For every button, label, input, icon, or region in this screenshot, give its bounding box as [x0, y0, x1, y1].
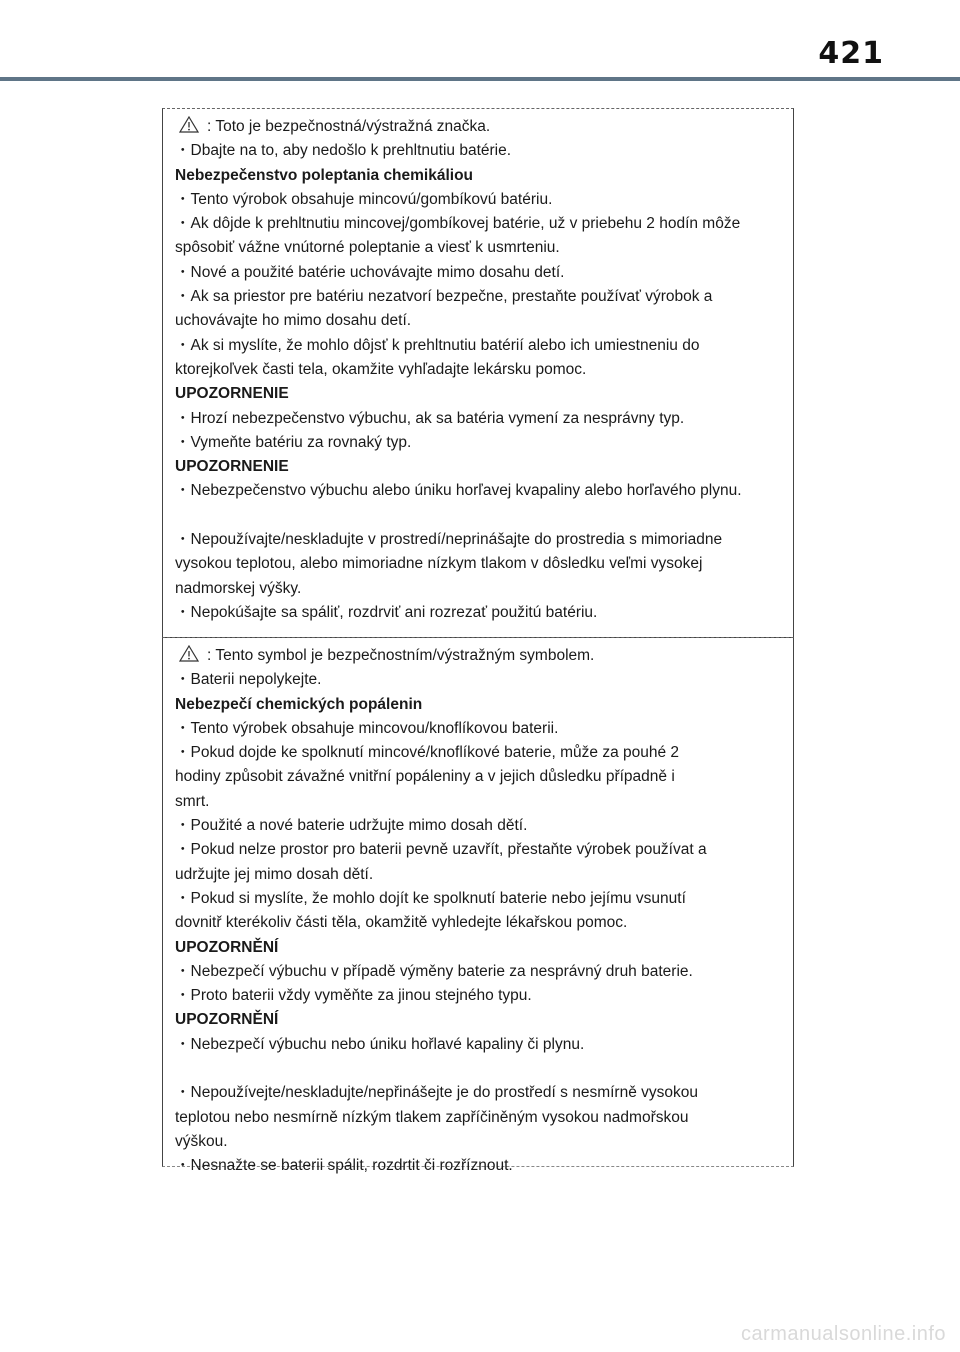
- section-heading: Nebezpečenstvo poleptania chemikáliou: [175, 166, 474, 184]
- text-line: ・Nové a použité batérie uchovávajte mimo dosahu detí.: [175, 263, 565, 281]
- text-line: hodiny způsobit závažné vnitřní popáleniny a v jejich důsledku případně i: [175, 768, 675, 786]
- text-line: ・Proto baterii vždy vyměňte za jinou stejného typu.: [175, 987, 532, 1005]
- text-line: teplotou nebo nesmírně nízkým tlakem zapříčiněným vysokou nadmořskou: [175, 1108, 689, 1126]
- czech-text-lines: [175, 668, 781, 1178]
- text-line: smrt.: [175, 792, 210, 810]
- section-heading: Nebezpečí chemických popálenin: [175, 695, 423, 713]
- text-line: ・Pokud nelze prostor pro baterii pevně uzavřít, přestaňte výrobek používat a: [175, 841, 707, 859]
- slovak-symbol-text: : Toto je bezpečnostná/výstražná značka.: [207, 118, 491, 135]
- text-line: ・Ak sa priestor pre batériu nezatvorí bezpečne, prestaňte používať výrobok a: [175, 288, 713, 306]
- slovak-symbol-line: [175, 115, 781, 139]
- section-heading: UPOZORNĚNÍ: [175, 938, 279, 956]
- text-line: dovnitř kterékoliv části těla, okamžitě vyhledejte lékařskou pomoc.: [175, 914, 628, 932]
- text-line: ・Nesnažte se baterii spálit, rozdrtit či rozříznout.: [175, 1157, 513, 1175]
- slovak-text-lines: [175, 139, 781, 625]
- czech-symbol-text: : Tento symbol je bezpečnostním/výstražným symbolem.: [207, 647, 595, 664]
- text-line: ・Hrozí nebezpečenstvo výbuchu, ak sa batéria vymení za nesprávny typ.: [175, 409, 685, 427]
- text-line: ・Pokud si myslíte, že mohlo dojít ke spolknutí baterie nebo jejímu vsunutí: [175, 889, 686, 907]
- text-line: ・Použité a nové baterie udržujte mimo dosah dětí.: [175, 817, 528, 835]
- text-line: ・Nebezpečí výbuchu v případě výměny baterie za nesprávný druh baterie.: [175, 962, 693, 980]
- text-line: ・Dbajte na to, aby nedošlo k prehltnutiu batérie.: [175, 142, 512, 160]
- text-line: ・Pokud dojde ke spolknutí mincové/knoflíkové baterie, může za pouhé 2: [175, 744, 680, 762]
- text-line: ・Nebezpečenstvo výbuchu alebo úniku horľavej kvapaliny alebo horľavého plynu.: [175, 482, 742, 500]
- section-heading: UPOZORNĚNÍ: [175, 1011, 279, 1029]
- section-heading: UPOZORNENIE: [175, 458, 289, 476]
- footer-watermark: carmanualsonline.info: [740, 1323, 946, 1345]
- text-line: ・Ak dôjde k prehltnutiu mincovej/gombíkovej batérie, už v priebehu 2 hodín môže: [175, 215, 741, 233]
- page-number: 421: [818, 36, 884, 71]
- blank-line: [175, 1057, 781, 1081]
- text-line: nadmorskej výšky.: [175, 579, 302, 597]
- text-line: ・Tento výrobek obsahuje mincovou/knoflíkovou baterii.: [175, 719, 559, 737]
- text-line: udržujte jej mimo dosah dětí.: [175, 865, 374, 883]
- czech-warning-box: [162, 637, 794, 1175]
- slovak-warning-box: [162, 108, 794, 638]
- text-line: ・Baterii nepolykejte.: [175, 671, 322, 689]
- warning-triangle-icon: [179, 116, 199, 133]
- text-line: uchovávajte ho mimo dosahu detí.: [175, 312, 412, 330]
- text-line: ・Nepoužívejte/neskladujte/nepřinášejte je do prostředí s nesmírně vysokou: [175, 1084, 698, 1102]
- text-line: vysokou teplotou, alebo mimoriadne nízkym tlakom v dôsledku veľmi vysokej: [175, 555, 703, 573]
- text-line: spôsobiť vážne vnútorné poleptanie a viesť k usmrteniu.: [175, 239, 560, 257]
- text-line: ktorejkoľvek časti tela, okamžite vyhľadajte lekársku pomoc.: [175, 360, 587, 378]
- text-line: výškou.: [175, 1132, 228, 1150]
- text-line: ・Nebezpečí výbuchu nebo úniku hořlavé kapaliny či plynu.: [175, 1035, 585, 1053]
- text-line: ・Vymeňte batériu za rovnaký typ.: [175, 433, 412, 451]
- section-heading: UPOZORNENIE: [175, 385, 289, 403]
- text-line: ・Nepokúšajte sa spáliť, rozdrviť ani rozrezať použitú batériu.: [175, 603, 598, 621]
- header-rule: [0, 77, 960, 81]
- text-line: ・Tento výrobok obsahuje mincovú/gombíkovú batériu.: [175, 190, 553, 208]
- czech-symbol-line: [175, 644, 781, 668]
- text-line: ・Ak si myslíte, že mohlo dôjsť k prehltnutiu batérií alebo ich umiestneniu do: [175, 336, 700, 354]
- blank-line: [175, 504, 781, 528]
- text-line: ・Nepoužívajte/neskladujte v prostredí/neprinášajte do prostredia s mimoriadne: [175, 531, 723, 549]
- warning-triangle-icon: [179, 645, 199, 662]
